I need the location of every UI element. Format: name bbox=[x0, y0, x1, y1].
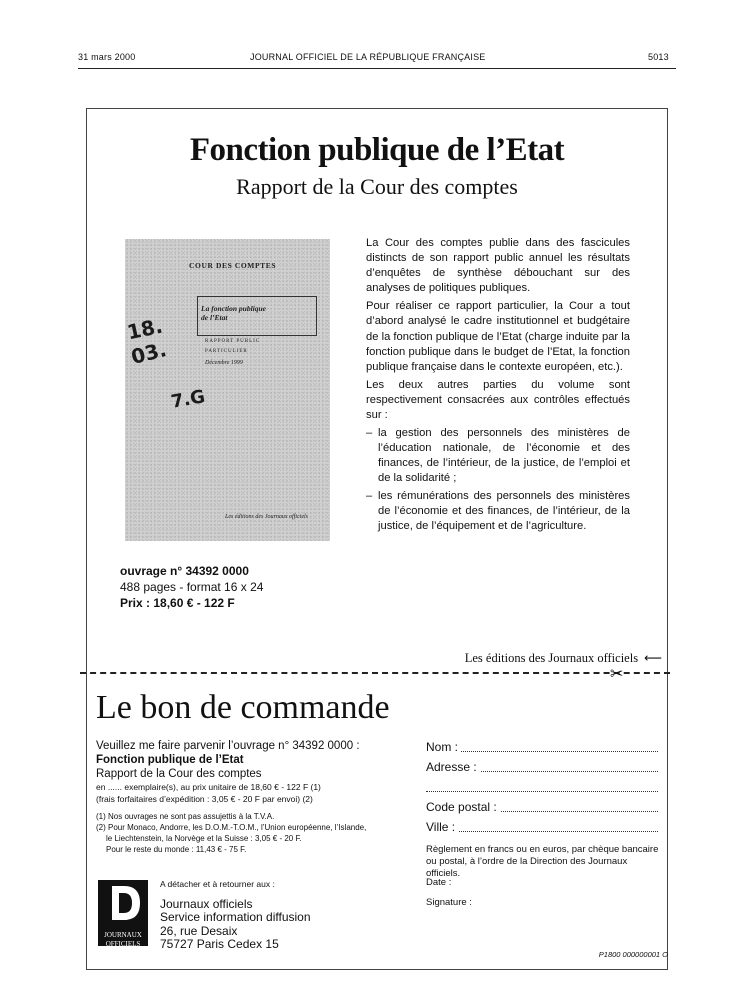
ad-subtitle: Rapport de la Cour des comptes bbox=[236, 174, 518, 199]
header-journal-title: JOURNAL OFFICIEL DE LA RÉPUBLIQUE FRANÇAISE bbox=[250, 52, 486, 62]
cover-handwriting-3: 7.G bbox=[169, 386, 207, 413]
publisher-signature bbox=[465, 650, 662, 666]
journaux-officiels-logo bbox=[98, 880, 148, 946]
publisher-name: Les éditions des Journaux officiels bbox=[464, 651, 639, 665]
header-date: 31 mars 2000 bbox=[78, 52, 136, 62]
description-list bbox=[366, 426, 630, 534]
description-paragraph-1: La Cour des comptes publie dans des fascicules distincts de son rapport public annuel les résultats d’enquêtes de synthèse débouchant sur des analyses de politiques publiques. bbox=[366, 237, 630, 295]
cover-date: Décembre 1999 bbox=[205, 360, 243, 366]
book-cover-image bbox=[125, 239, 330, 541]
footnote-2b: le Liechtenstein, la Norvège et la Suisse : 3,05 € - 20 F. bbox=[106, 834, 302, 843]
postal-code-label: Code postal : bbox=[426, 800, 500, 814]
cover-title-line-2: de l’Etat bbox=[201, 313, 228, 322]
address-line-3: 26, rue Desaix bbox=[160, 923, 238, 938]
order-form-title: Le bon de commande bbox=[96, 689, 390, 726]
header-rule bbox=[78, 68, 676, 69]
cover-title-line-1: La fonction publique bbox=[201, 304, 267, 313]
name-field[interactable] bbox=[426, 740, 662, 760]
ad-title: Fonction publique de l’Etat bbox=[189, 132, 565, 168]
order-line-subtitle: Rapport de la Cour des comptes bbox=[96, 768, 262, 780]
list-dash: – bbox=[366, 489, 373, 502]
detach-instruction: A détacher et à retourner aux : bbox=[160, 879, 275, 889]
cover-footer: Les éditions des Journaux officiels bbox=[225, 514, 308, 520]
header-page-number: 5013 bbox=[648, 52, 669, 62]
order-line-book-title: Fonction publique de l’Etat bbox=[96, 754, 244, 766]
logo-text-2: OFFICIELS bbox=[105, 940, 141, 948]
footnote-2c: Pour le reste du monde : 11,43 € - 75 F. bbox=[106, 845, 247, 854]
return-address bbox=[160, 878, 311, 951]
list-item bbox=[366, 489, 630, 534]
address-label: Adresse : bbox=[426, 760, 480, 774]
book-details bbox=[120, 563, 263, 611]
cover-handwriting-1: 18. bbox=[124, 313, 165, 345]
city-label: Ville : bbox=[426, 820, 458, 834]
cover-publisher: COUR DES COMPTES bbox=[189, 261, 277, 270]
book-pages-format: 488 pages - format 16 x 24 bbox=[120, 580, 264, 594]
city-field[interactable] bbox=[426, 820, 662, 840]
address-line-4: 75727 Paris Cedex 15 bbox=[160, 936, 279, 951]
form-code: P1800 000000001 O bbox=[598, 950, 668, 959]
postal-code-field[interactable] bbox=[426, 800, 662, 820]
book-price: Prix : 18,60 € - 122 F bbox=[120, 596, 235, 610]
book-reference: ouvrage n° 34392 0000 bbox=[120, 564, 249, 578]
cover-series-1: RAPPORT PUBLIC bbox=[205, 339, 261, 344]
address-line-2: Service information diffusion bbox=[160, 910, 311, 925]
name-label: Nom : bbox=[426, 740, 461, 754]
cut-line bbox=[80, 672, 670, 674]
description-paragraph-3: Les deux autres parties du volume sont respectivement consacrées aux contrôles effectués sur : bbox=[366, 378, 630, 422]
list-dash: – bbox=[366, 427, 373, 440]
order-line-request: Veuillez me faire parvenir l’ouvrage n° 34392 0000 : bbox=[96, 740, 360, 752]
order-line-quantity: en ...... exemplaire(s), au prix unitaire de 18,60 € - 122 F (1) bbox=[96, 782, 321, 792]
address-line-1: Journaux officiels bbox=[160, 897, 253, 912]
jo-emblem-icon bbox=[98, 880, 148, 926]
footnote-2a: (2) Pour Monaco, Andorre, les D.O.M.-T.O.M., l’Union européenne, l’Islande, bbox=[96, 823, 367, 832]
description-paragraph-2: Pour réaliser ce rapport particulier, la Cour a tout d’abord analysé le cadre institutionnel et budgétaire de la fonction publique de l’Etat (charge induite par la fonction publique dans le budget de l’Etat, la fonction publique française dans le contexte européen, etc.). bbox=[366, 300, 630, 373]
payment-instructions: Règlement en francs ou en euros, par chèque bancaire ou postal, à l’ordre de la Direction des Journaux officiels. bbox=[426, 844, 659, 879]
address-field[interactable] bbox=[426, 760, 662, 780]
cover-handwriting-2: 03. bbox=[128, 337, 169, 369]
signature-label[interactable]: Signature : bbox=[426, 897, 472, 908]
list-item-text: la gestion des personnels des ministères de l’éducation nationale, de l’économie et des finances, de l’intérieur, de la justice, de l’emploi et de la solidarité ; bbox=[378, 427, 630, 485]
list-item bbox=[366, 426, 630, 486]
order-request bbox=[96, 739, 396, 855]
cover-series-2: PARTICULIER bbox=[205, 349, 248, 354]
footnote-1: (1) Nos ouvrages ne sont pas assujettis à la T.V.A. bbox=[96, 812, 275, 821]
address-line-2[interactable] bbox=[426, 780, 662, 800]
list-item-text: les rémunérations des personnels des ministères de l’économie et des finances, de l’intérieur, de la justice, de l’équipement et de l’agriculture. bbox=[378, 489, 630, 532]
order-line-shipping: (frais forfaitaires d’expédition : 3,05 € - 20 F par envoi) (2) bbox=[96, 794, 313, 804]
order-form-fields bbox=[426, 740, 662, 880]
logo-text-1: JOURNAUX bbox=[104, 931, 142, 939]
book-description bbox=[366, 236, 630, 536]
left-arrow-icon: ⟵ bbox=[644, 650, 662, 665]
scissors-icon: ✂ bbox=[610, 664, 624, 683]
date-label[interactable]: Date : bbox=[426, 877, 452, 888]
